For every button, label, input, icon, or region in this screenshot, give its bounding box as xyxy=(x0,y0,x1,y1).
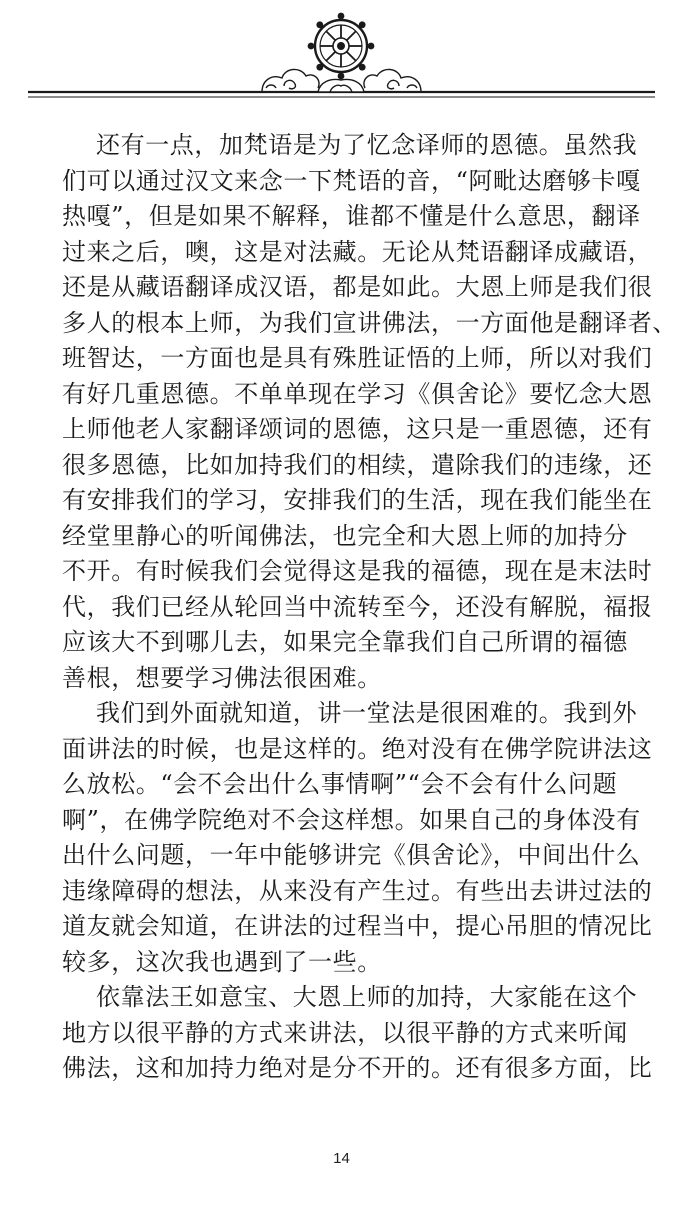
page-header xyxy=(0,0,683,110)
text-line: 有安排我们的学习，安排我们的生活，现在我们能坐在 xyxy=(62,486,653,514)
text-line: 地方以很平静的方式来讲法，以很平静的方式来听闻 xyxy=(62,1018,628,1047)
text-line: 我们到外面就知道，讲一堂法是很困难的。我到外 xyxy=(96,699,638,727)
text-line: 还有一点，加梵语是为了忆念译师的恩德。虽然我 xyxy=(96,131,638,159)
text-line: 啊”，在佛学院绝对不会这样想。如果自己的身体没有 xyxy=(62,805,641,834)
text-line: 还是从藏语翻译成汉语，都是如此。大恩上师是我们很 xyxy=(62,273,653,301)
text-line: 面讲法的时候，也是这样的。绝对没有在佛学院讲法这 xyxy=(62,734,653,763)
text-line: 道友就会知道，在讲法的过程当中，提心吊胆的情况比 xyxy=(62,912,653,940)
text-line: 么放松。“会不会出什么事情啊”“会不会有什么问题 xyxy=(62,770,618,798)
dharma-wheel-icon xyxy=(308,13,375,80)
text-line: 有好几重恩德。不单单现在学习《俱舍论》要忆念大恩 xyxy=(62,379,653,408)
text-line: 热嘎”，但是如果不解释，谁都不懂是什么意思，翻译 xyxy=(62,202,641,230)
text-line: 依靠法王如意宝、大恩上师的加持，大家能在这个 xyxy=(96,983,638,1011)
text-line: 善根，想要学习佛法很困难。 xyxy=(62,663,382,692)
text-line: 上师他老人家翻译颂词的恩德，这只是一重恩德，还有 xyxy=(62,415,653,443)
text-line: 出什么问题，一年中能够讲完《俱舍论》，中间出什么 xyxy=(62,841,641,869)
text-line: 违缘障碍的想法，从来没有产生过。有些出去讲过法的 xyxy=(62,876,653,905)
paragraph-1 xyxy=(62,128,677,696)
text-line: 班智达，一方面也是具有殊胜证悟的上师，所以对我们 xyxy=(62,344,653,372)
text-line: 过来之后，噢，这是对法藏。无论从梵语翻译成藏语， xyxy=(62,237,653,266)
text-line: 们可以通过汉文来念一下梵语的音，“阿毗达磨够卡嘎 xyxy=(62,166,641,195)
text-line: 代，我们已经从轮回当中流转至今，还没有解脱，福报 xyxy=(62,592,653,621)
text-line: 不开。有时候我们会觉得这是我的福德，现在是末法时 xyxy=(62,557,653,585)
text-line: 佛法，这和加持力绝对是分不开的。还有很多方面，比 xyxy=(62,1054,653,1082)
paragraph-2 xyxy=(62,696,662,980)
paragraph-3 xyxy=(62,980,662,1087)
text-line: 经堂里静心的听闻佛法，也完全和大恩上师的加持分 xyxy=(62,521,628,550)
lotus-base-icon xyxy=(318,80,364,93)
text-line: 多人的根本上师，为我们宣讲佛法，一方面他是翻译者、 xyxy=(62,308,677,337)
header-ornament xyxy=(0,0,683,110)
cloud-left-icon xyxy=(262,69,319,92)
text-line: 很多恩德，比如加持我们的相续，遣除我们的违缘，还 xyxy=(62,450,653,479)
cloud-right-icon xyxy=(364,69,421,92)
body-text xyxy=(62,128,677,1087)
text-line: 应该大不到哪儿去，如果完全靠我们自己所谓的福德 xyxy=(62,628,628,656)
page-number: 14 xyxy=(333,1150,350,1167)
text-line: 较多，这次我也遇到了一些。 xyxy=(62,947,382,976)
